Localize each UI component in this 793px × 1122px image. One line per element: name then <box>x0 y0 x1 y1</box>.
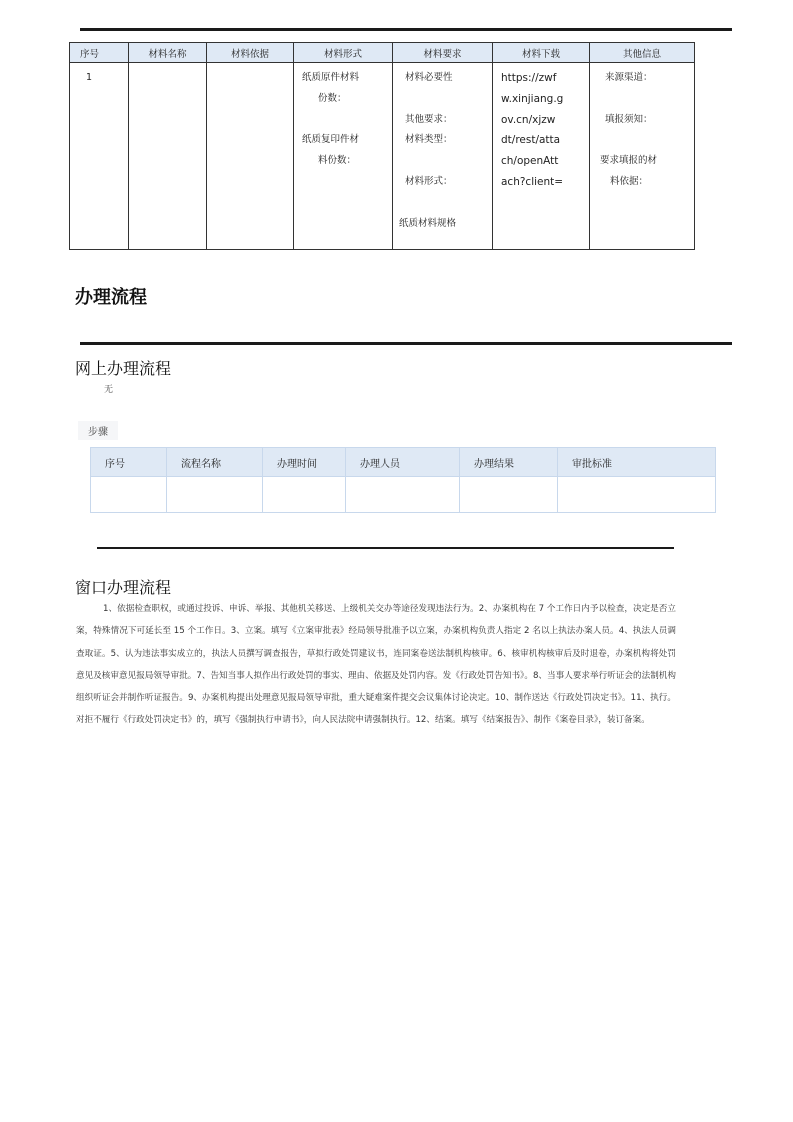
steps-cell <box>558 477 716 513</box>
online-steps-table <box>90 447 716 513</box>
steps-header-staff: 办理人员 <box>346 448 460 477</box>
form-line: 纸质复印件材 <box>302 134 360 146</box>
other-line: 要求填报的材 <box>600 155 658 167</box>
steps-cell <box>460 477 558 513</box>
download-link-line[interactable]: https://zwf <box>501 72 557 84</box>
cell-index <box>70 63 129 250</box>
steps-cell <box>91 477 167 513</box>
requirement-line: 纸质材料规格 <box>399 217 457 229</box>
cell-basis <box>207 63 294 250</box>
steps-header-name: 流程名称 <box>167 448 263 477</box>
header-download: 材料下载 <box>493 43 590 63</box>
steps-cell <box>263 477 346 513</box>
download-link-line[interactable]: ov.cn/xjzw <box>501 113 556 126</box>
online-process-title: 网上办理流程 <box>75 359 172 378</box>
window-divider <box>97 547 674 549</box>
requirement-line: 材料形式： <box>405 175 453 187</box>
download-link-line[interactable]: dt/rest/atta <box>501 134 561 147</box>
requirement-line: 材料类型： <box>405 134 453 146</box>
top-divider <box>80 28 732 31</box>
materials-header-row <box>70 43 695 63</box>
steps-header-result: 办理结果 <box>460 448 558 477</box>
steps-header-standard: 审批标准 <box>558 448 716 477</box>
row-name <box>129 63 206 68</box>
steps-header-row <box>91 448 716 477</box>
other-line: 料依据： <box>610 175 649 187</box>
header-requirement: 材料要求 <box>393 43 493 63</box>
header-name: 材料名称 <box>129 43 207 63</box>
window-process-title: 窗口办理流程 <box>75 578 172 597</box>
download-link-line[interactable]: ach?client= <box>501 175 564 188</box>
download-link-line[interactable]: ch/openAtt <box>501 155 559 168</box>
steps-cell <box>346 477 460 513</box>
header-index: 序号 <box>70 43 129 63</box>
header-other: 其他信息 <box>590 43 695 63</box>
cell-requirement <box>393 63 493 250</box>
steps-header-index: 序号 <box>91 448 167 477</box>
process-divider <box>80 342 732 345</box>
header-basis: 材料依据 <box>207 43 294 63</box>
other-line: 填报须知： <box>605 113 653 125</box>
header-form: 材料形式 <box>294 43 393 63</box>
steps-header-time: 办理时间 <box>263 448 346 477</box>
cell-download[interactable] <box>493 63 590 250</box>
cell-name <box>129 63 207 250</box>
table-row <box>70 63 695 250</box>
process-title: 办理流程 <box>75 287 147 308</box>
row-index: 1 <box>86 72 93 83</box>
window-process-paragraph: 1、依据检查职权，或通过投诉、申诉、举报、其他机关移送、上级机关交办等途径发现违法行为。2、办案机构在 7 个工作日内予以检查，决定是否立案，特殊情况下可延长至 15 个工作日。3、立案。填写《立案审批表》经局领导批准予以立案，办案机构负责人指定 2 名以上执法办案人员。4、执法人员调查取证。5、认为违法事实成立的，执法人员撰写调查报告，草拟行政处罚建议书，连同案卷送法制机构核审。6、核审机构核审后及时退卷，办案机构将处罚意见及核审意见报局领导审批。7、告知当事人拟作出行政处罚的事实、理由、依据及处罚内容。发《行政处罚告知书》。8、当事人要求举行听证会的法制机构组织听证会并制作听证报告。9、办案机构提出处理意见报局领导审批，重大疑难案件提交会议集体讨论决定。10、制作送达《行政处罚决定书》。11、执行。对拒不履行《行政处罚决定书》的，填写《强制执行申请书》，向人民法院申请强制执行。12、结案。填写《结案报告》、制作《案卷目录》，装订备案。 <box>76 604 676 726</box>
other-line: 来源渠道： <box>605 72 653 83</box>
row-basis <box>207 63 293 68</box>
cell-form <box>294 63 393 250</box>
table-row <box>91 477 716 513</box>
form-line: 纸质原件材料 <box>302 72 360 83</box>
online-process-content: 无 <box>104 385 114 395</box>
requirement-line: 材料必要性 <box>405 72 453 83</box>
steps-cell <box>167 477 263 513</box>
form-line: 份数： <box>318 92 347 104</box>
form-line: 料份数： <box>318 155 357 167</box>
materials-table <box>69 42 695 250</box>
requirement-line: 其他要求： <box>405 113 453 125</box>
cell-other <box>590 63 695 250</box>
download-link-line[interactable]: w.xinjiang.g <box>501 92 564 105</box>
steps-label: 步骤 <box>78 421 118 440</box>
